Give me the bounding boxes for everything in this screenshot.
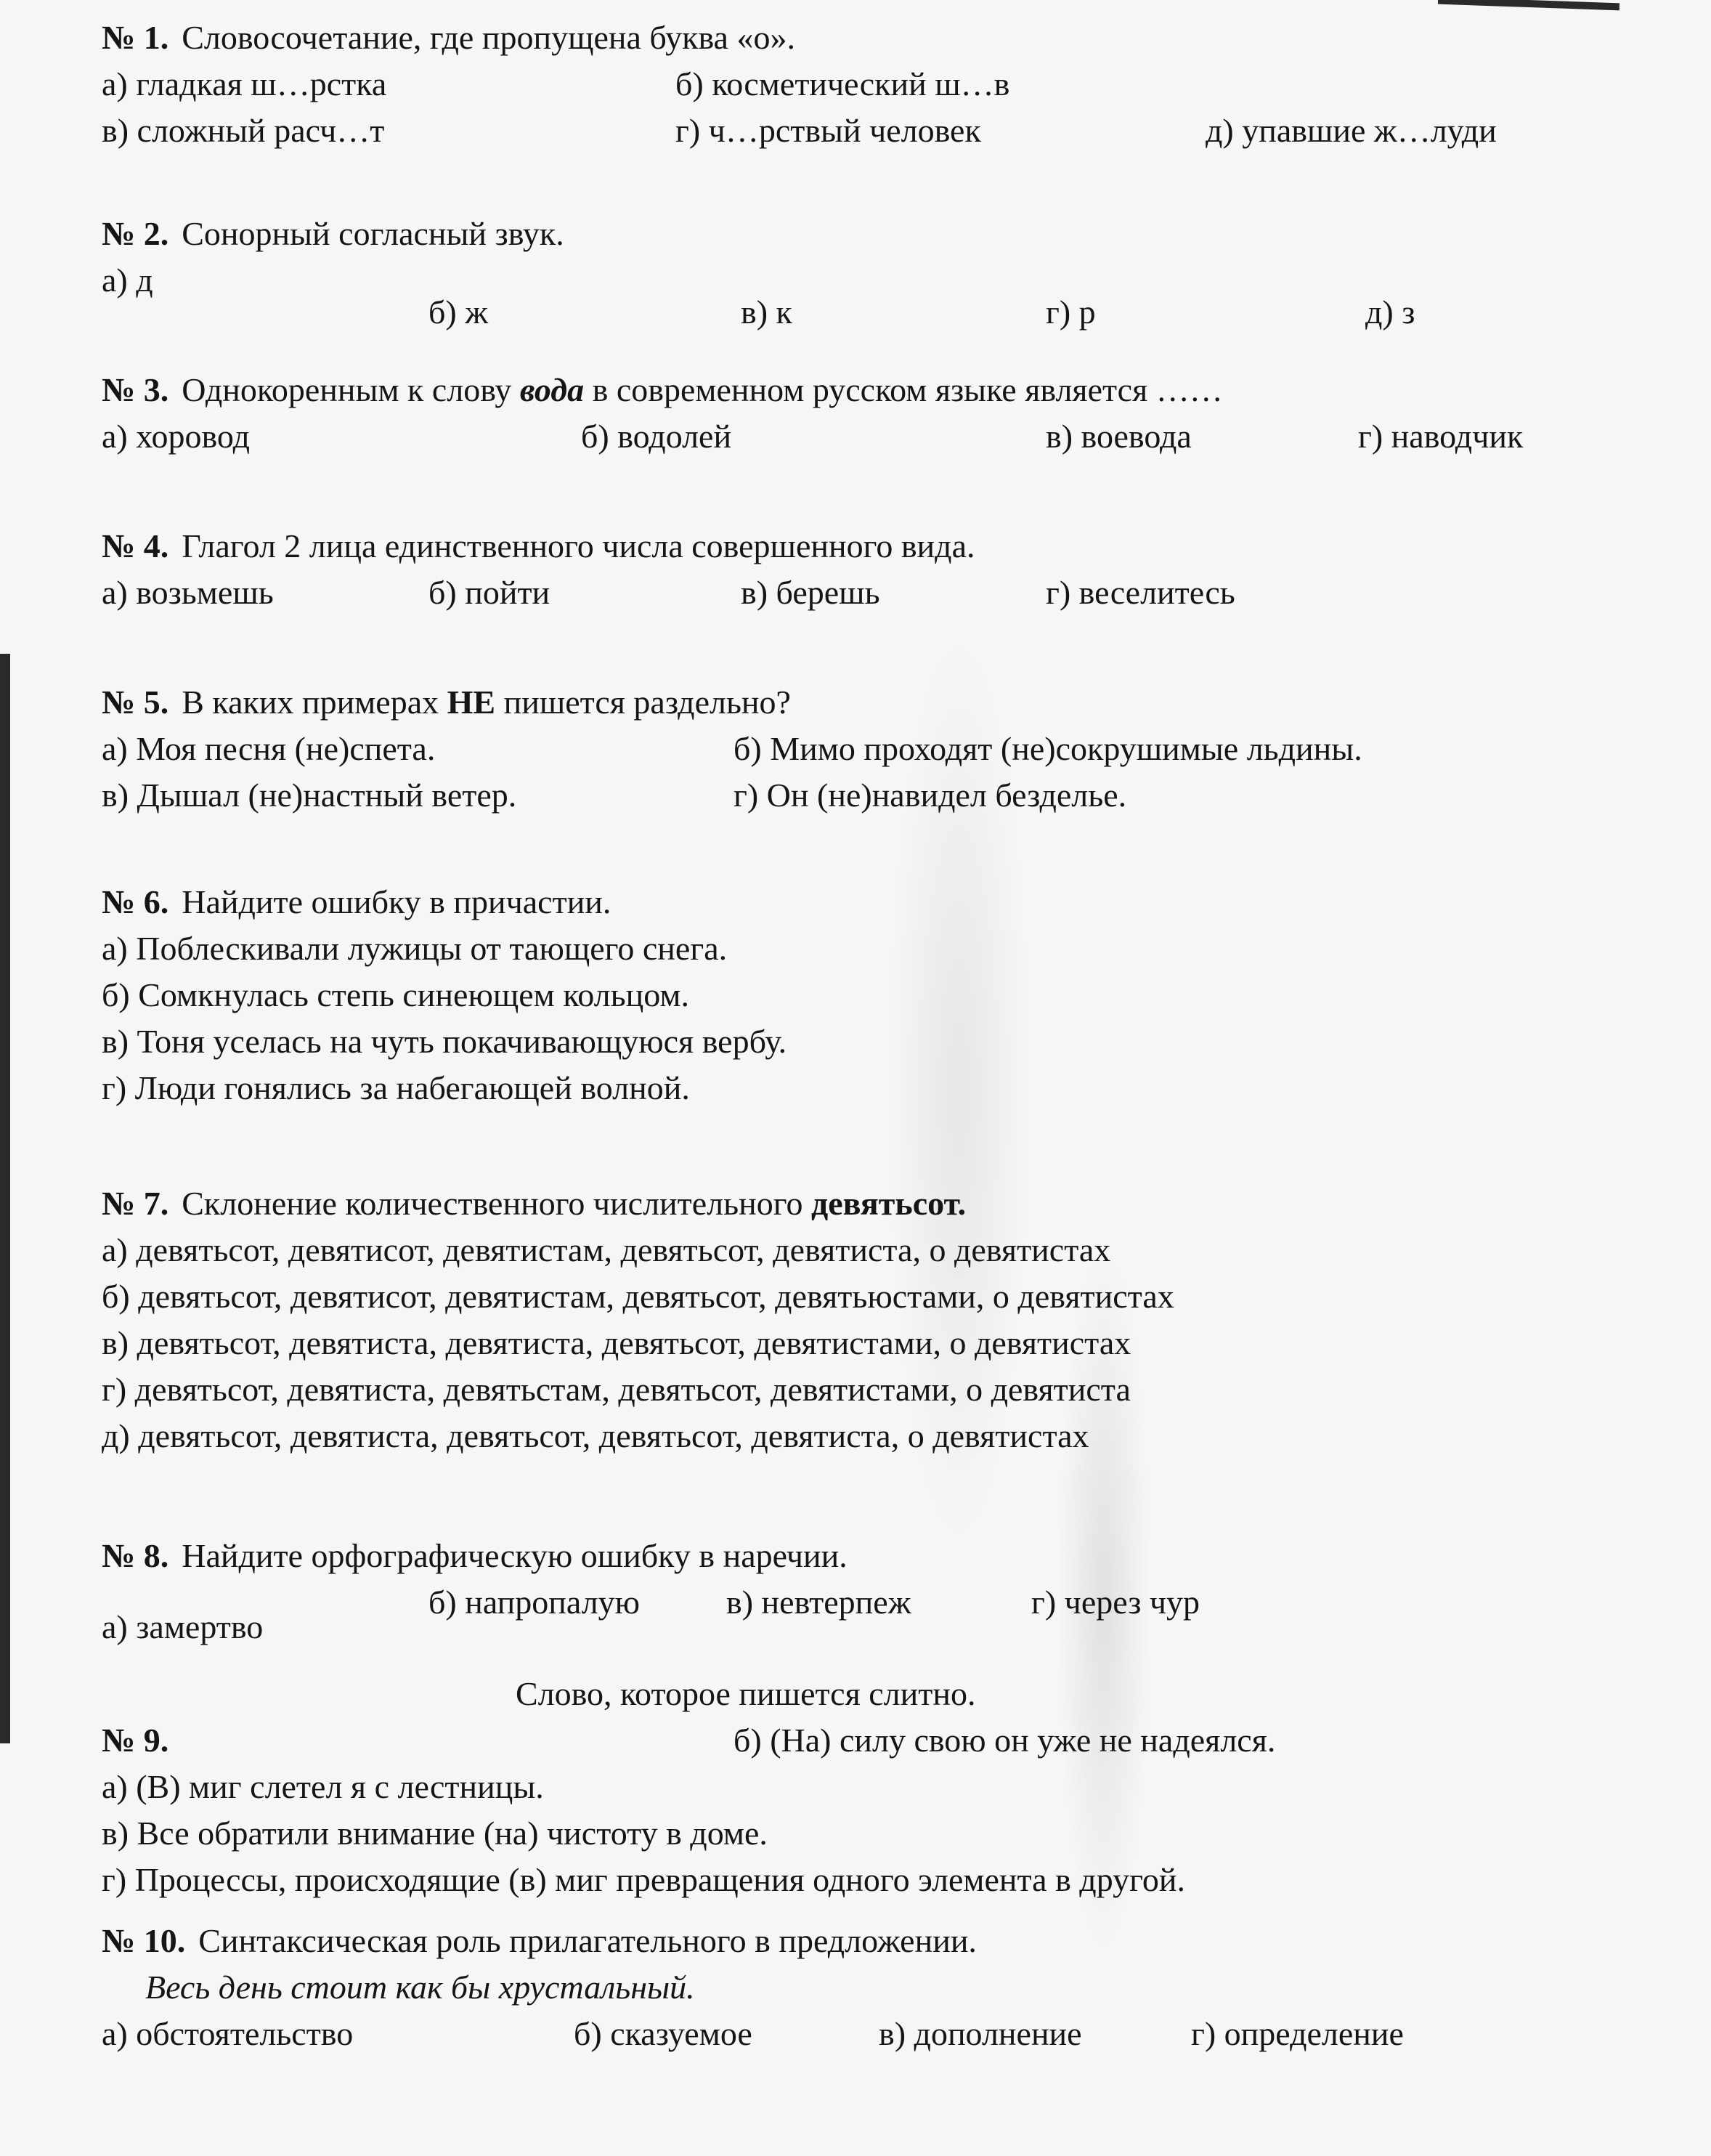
option-a: а) замертво	[102, 1608, 264, 1645]
question-9	[102, 1671, 1598, 1903]
question-number: № 10.	[102, 1922, 186, 1959]
question-text: Однокоренным к слову	[182, 371, 512, 408]
option-d: г) веселитесь	[1046, 574, 1235, 611]
answer-row	[102, 61, 1598, 108]
option-d: г) определение	[1191, 2015, 1404, 2052]
key-word: НЕ	[447, 684, 496, 721]
question-number: № 8.	[102, 1537, 169, 1574]
answer-row	[102, 108, 1598, 154]
example-sentence: Весь день стоит как бы хрустальный.	[145, 1969, 695, 2006]
option-b: б) (На) силу свою он уже не надеялся.	[733, 1722, 1276, 1759]
option-d: г) Он (не)навидел безделье.	[733, 777, 1127, 814]
answer-row	[102, 772, 1598, 819]
question-number: № 7.	[102, 1185, 169, 1222]
question-text: В каких примерах	[182, 684, 439, 721]
question-number: № 5.	[102, 684, 169, 721]
question-2	[102, 211, 1598, 336]
question-3	[102, 367, 1598, 460]
question-text-continued: в современном русском языке является ……	[592, 371, 1223, 408]
option-a: а) Моя песня (не)спета.	[102, 730, 436, 767]
page-edge-shadow-top	[1438, 0, 1619, 10]
key-word: девятьсот.	[810, 1185, 967, 1222]
option-d: г) через чур	[1031, 1584, 1200, 1621]
answer-row	[102, 1604, 1598, 1650]
question-4-title	[102, 523, 1598, 570]
option-b: б) водолей	[581, 418, 732, 455]
option-c: в) сложный расч…т	[102, 112, 385, 149]
option-d: г) ч…рствый человек	[675, 112, 981, 149]
option-e: д) упавшие ж…луди	[1206, 112, 1497, 149]
question-1-title	[102, 15, 1598, 61]
question-text: Найдите ошибку в причастии.	[182, 883, 611, 920]
question-text: Найдите орфографическую ошибку в наречии.	[182, 1537, 848, 1574]
option-c: в) воевода	[1046, 418, 1192, 455]
option-a: а) д	[102, 262, 153, 299]
question-6	[102, 879, 1598, 1111]
option-c: в) Тоня уселась на чуть покачивающуюся вербу.	[102, 1023, 787, 1060]
question-7-title	[102, 1180, 1598, 1227]
question-4	[102, 523, 1598, 616]
question-8	[102, 1533, 1598, 1650]
question-number: № 1.	[102, 19, 169, 56]
question-number: № 4.	[102, 527, 169, 564]
option-c: в) дополнение	[879, 2015, 1082, 2052]
option-c: в) Дышал (не)настный ветер.	[102, 777, 517, 814]
option-a: а) (В) миг слетел я с лестницы.	[102, 1768, 544, 1805]
option-a: а) девятьсот, девятисот, девятистам, девятьсот, девятиста, о девятистах	[102, 1231, 1111, 1268]
option-c: в) к	[741, 293, 792, 331]
option-b: б) напропалую	[428, 1584, 641, 1621]
option-b: б) косметический ш…в	[675, 65, 1010, 102]
question-number: № 2.	[102, 215, 169, 252]
option-d: г) Процессы, происходящие (в) миг превращения одного элемента в другой.	[102, 1861, 1185, 1898]
question-3-title	[102, 367, 1598, 413]
answer-row	[102, 1717, 1598, 1764]
option-d: г) девятьсот, девятиста, девятьстам, девятьсот, девятистами, о девятиста	[102, 1371, 1131, 1408]
answer-row	[102, 289, 1598, 336]
option-a: а) возьмешь	[102, 574, 274, 611]
option-a: а) хоровод	[102, 418, 250, 455]
question-7	[102, 1180, 1598, 1459]
question-number: № 3.	[102, 371, 169, 408]
question-10	[102, 1918, 1598, 2057]
question-6-title	[102, 879, 1598, 925]
option-b: б) пойти	[428, 574, 550, 611]
question-number: № 6.	[102, 883, 169, 920]
option-c: в) невтерпеж	[726, 1584, 911, 1621]
option-c: в) Все обратили внимание (на) чистоту в доме.	[102, 1815, 768, 1852]
question-text: Сонорный согласный звук.	[182, 215, 564, 252]
question-text: Слово, которое пишется слитно.	[516, 1675, 976, 1712]
option-a: а) Поблескивали лужицы от тающего снега.	[102, 930, 728, 967]
question-10-title	[102, 1918, 1598, 1964]
answer-row	[102, 726, 1598, 772]
option-b: б) Сомкнулась степь синеющем кольцом.	[102, 976, 689, 1013]
question-2-title	[102, 211, 1598, 257]
answer-row	[102, 413, 1598, 460]
option-e: д) девятьсот, девятиста, девятьсот, девятьсот, девятиста, о девятистах	[102, 1417, 1089, 1454]
option-d: г) наводчик	[1358, 418, 1524, 455]
option-b: б) сказуемое	[574, 2015, 752, 2052]
answer-row	[102, 570, 1598, 616]
question-5-title	[102, 679, 1598, 726]
question-5	[102, 679, 1598, 819]
option-b: б) Мимо проходят (не)сокрушимые льдины.	[733, 730, 1362, 767]
option-b: б) ж	[428, 293, 489, 331]
question-number: № 9.	[102, 1722, 169, 1759]
option-b: б) девятьсот, девятисот, девятистам, девятьсот, девятьюстами, о девятистах	[102, 1278, 1174, 1315]
key-word: вода	[519, 371, 585, 408]
option-a: а) гладкая ш…рстка	[102, 65, 387, 102]
question-8-title	[102, 1533, 1598, 1579]
option-e: д) з	[1365, 293, 1415, 331]
page-edge-shadow	[0, 654, 10, 1743]
option-d: г) р	[1046, 293, 1096, 331]
option-c: в) девятьсот, девятиста, девятиста, девятьсот, девятистами, о девятистах	[102, 1324, 1131, 1361]
option-c: в) берешь	[741, 574, 880, 611]
answer-row	[102, 2011, 1598, 2057]
question-text: Словосочетание, где пропущена буква «о».	[182, 19, 795, 56]
question-text: Синтаксическая роль прилагательного в предложении.	[198, 1922, 977, 1959]
option-d: г) Люди гонялись за набегающей волной.	[102, 1069, 690, 1106]
question-text-continued: пишется раздельно?	[503, 684, 791, 721]
question-text: Склонение количественного числительного	[182, 1185, 803, 1222]
option-a: а) обстоятельство	[102, 2015, 354, 2052]
question-1	[102, 15, 1598, 154]
question-text: Глагол 2 лица единственного числа совершенного вида.	[182, 527, 975, 564]
